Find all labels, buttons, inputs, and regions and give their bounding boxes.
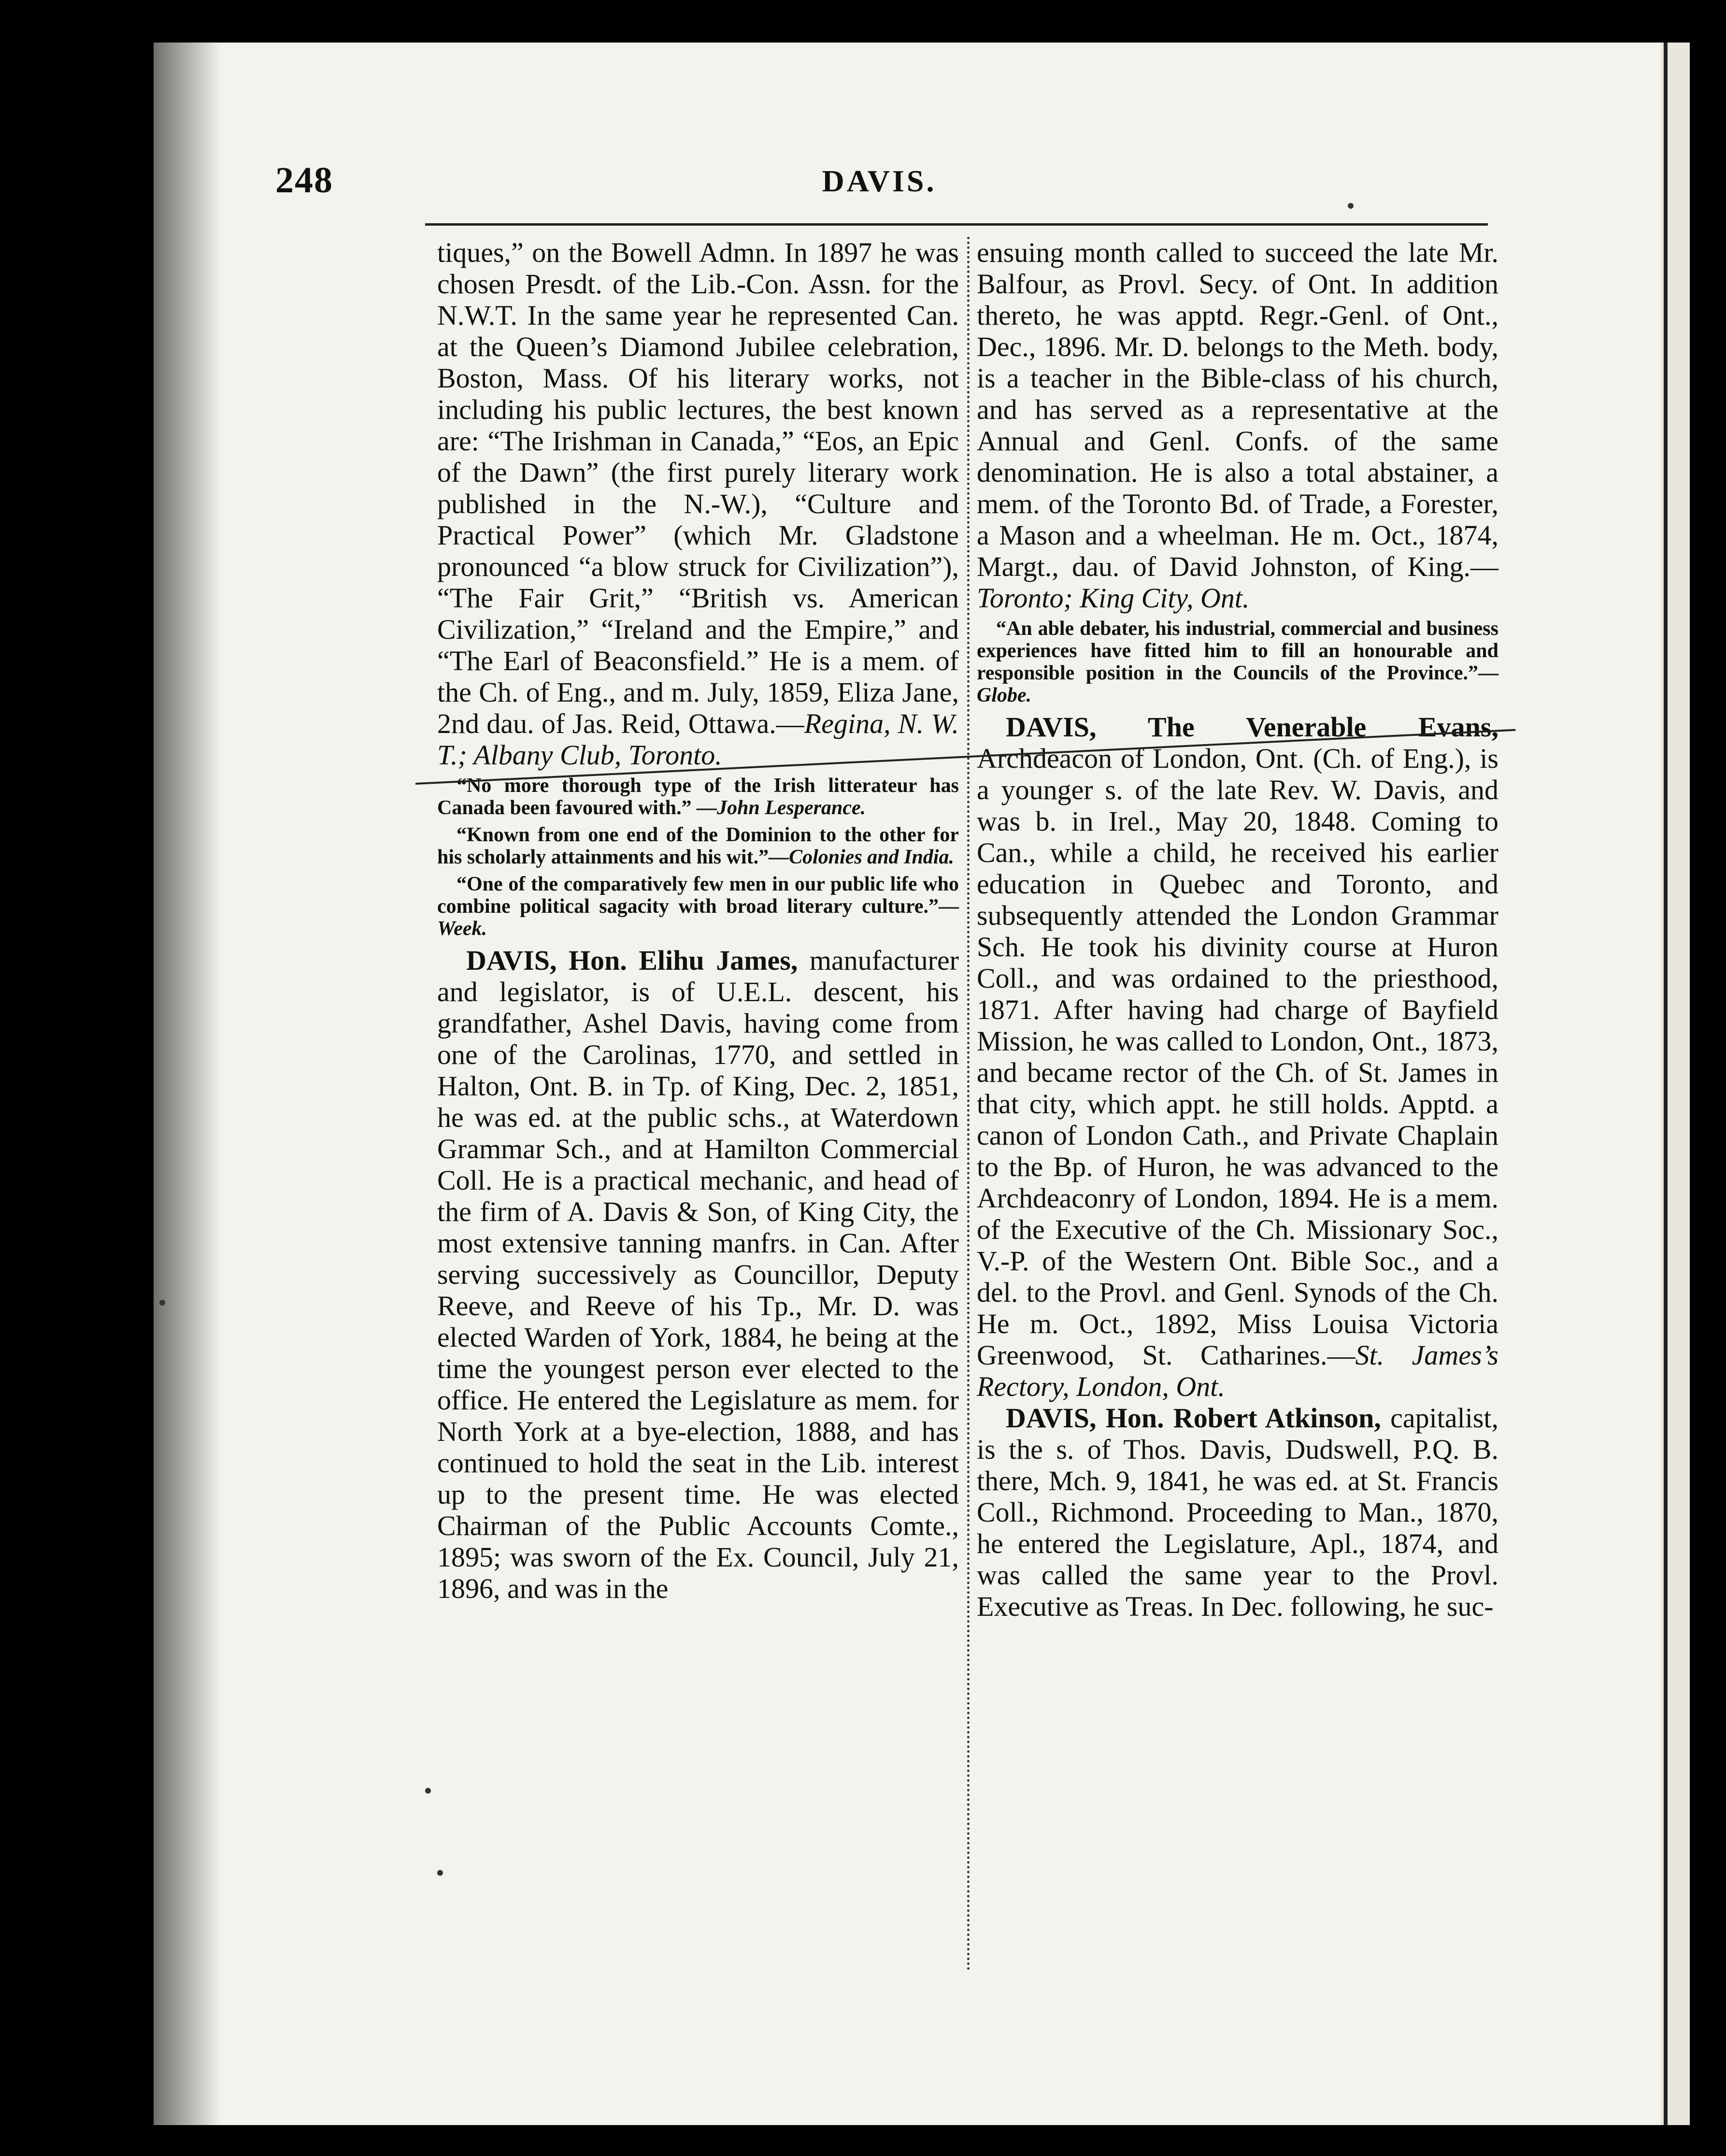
press-quote — [437, 824, 959, 868]
entry-text: Archdeacon of London, Ont. (Ch. of Eng.), is a younger s. of the late Rev. W. Davis, and was b. in Irel., May 20, 1848. Coming to Can., while a child, he received his earlier education in Quebec and Toronto, and subsequently attended the London Grammar Sch. He took his divinity course at Huron Coll., and was ordained to the priesthood, 1871. After having had charge of Bayfield Mission, he was called to London, Ont., 1873, and became rector of the Ch. of St. James in that city, which appt. he still holds. Apptd. a canon of London Cath., and Private Chaplain to the Bp. of Huron, he was advanced to the Archdeaconry of London, 1894. He is a mem. of the Executive of the Ch. Missionary Soc., V.-P. of the Western Ont. Bible Soc., and a del. to the Provl. and Genl. Synods of the Ch. He m. Oct., 1892, Miss Louisa Victoria Greenwood, St. Catharines.— — [977, 743, 1498, 1371]
quote-text: “No more thorough type of the Irish litterateur has Canada been favoured with.” — [437, 775, 959, 819]
entry-address: Regina, N. W. T.; Albany Club, Toronto. — [437, 708, 959, 771]
quote-source: Globe. — [977, 684, 1032, 706]
entry-heading: DAVIS, The Venerable Evans, — [1006, 711, 1498, 743]
quote-text: “An able debater, his industrial, commercial and business experiences have fitted him to fill an honourable and responsible position in the Councils of the Province.”— — [977, 618, 1498, 684]
speck — [159, 1300, 165, 1306]
right-column — [977, 237, 1498, 1622]
press-quote — [977, 618, 1498, 706]
biography-entry — [977, 1402, 1498, 1622]
entry-text: tiques,” on the Bowell Admn. In 1897 he was chosen Presdt. of the Lib.-Con. Assn. for the N.W.T. In the same year he represented Can. at the Queen’s Diamond Jubilee celebration, Boston, Mass. Of his literary works, not including his public lectures, the best known are: “The Irishman in Canada,” “Eos, an Epic of the Dawn” (the first purely literary work published in the N.-W.), “Culture and Practical Power” (which Mr. Gladstone pronounced “a blow struck for Civilization”), “The Fair Grit,” “British vs. American Civilization,” “Ireland and the Empire,” and “The Earl of Beaconsfield.” He is a mem. of the Ch. of Eng., and m. July, 1859, Eliza Jane, 2nd dau. of Jas. Reid, Ottawa.— — [437, 237, 959, 739]
quote-source: Week. — [437, 918, 487, 940]
page-number: 248 — [275, 160, 333, 201]
quote-source: —John Lesperance. — [697, 797, 866, 819]
quote-text: “Known from one end of the Dominion to the other for his scholarly attainments and his wit.” — [437, 824, 959, 868]
biography-entry — [437, 945, 959, 1604]
entry-text: ensuing month called to succeed the late Mr. Balfour, as Provl. Secy. of Ont. In addition thereto, he was apptd. Regr.-Genl. of Ont., Dec., 1896. Mr. D. belongs to the Meth. body, is a teacher in the Bible-class of his church, and has served as a representative at the Annual and Genl. Confs. of the same denomination. He is also a total abstainer, a mem. of the Toronto Bd. of Trade, a Forester, a Mason and a wheelman. He m. Oct., 1874, Margt., dau. of David Johnston, of King.— — [977, 237, 1498, 582]
entry-address: St. James’s Rectory, London, Ont. — [977, 1339, 1498, 1402]
left-column — [437, 237, 959, 1604]
next-page-edge — [1661, 43, 1690, 2125]
column-separator — [967, 237, 970, 1971]
entry-continuation — [977, 237, 1498, 614]
header-rule — [425, 223, 1488, 226]
entry-text: manufacturer and legislator, is of U.E.L. descent, his grandfather, Ashel Davis, having come from one of the Carolinas, 1770, and settled in Halton, Ont. B. in Tp. of King, Dec. 2, 1851, he was ed. at the public schs., at Waterdown Grammar Sch., and at Hamilton Commercial Coll. He is a practical mechanic, and head of the firm of A. Davis & Son, of King City, the most extensive tanning manfrs. in Can. After serving successively as Councillor, Deputy Reeve, and Reeve of his Tp., Mr. D. was elected Warden of York, 1884, he being at the time the youngest person ever elected to the office. He entered the Legislature as mem. for North York at a bye-election, 1888, and has continued to hold the seat in the Lib. interest up to the present time. He was elected Chairman of the Public Accounts Comte., 1895; was sworn of the Ex. Council, July 21, 1896, and was in the — [437, 945, 959, 1604]
press-quote — [437, 873, 959, 940]
running-head: DAVIS. — [822, 164, 937, 198]
speck — [425, 1788, 431, 1794]
quote-source: —Colonies and India. — [769, 846, 955, 868]
quote-text: “One of the comparatively few men in our public life who combine political sagacity with broad literary culture.”— — [437, 873, 959, 918]
press-quote — [437, 775, 959, 819]
entry-address: Toronto; King City, Ont. — [977, 582, 1250, 614]
speck — [1348, 203, 1354, 209]
biography-entry — [977, 711, 1498, 1402]
entry-heading: DAVIS, Hon. Robert Atkinson, — [1006, 1402, 1381, 1434]
entry-heading: DAVIS, Hon. Elihu James, — [466, 945, 798, 976]
entry-text: capitalist, is the s. of Thos. Davis, Dudswell, P.Q. B. there, Mch. 9, 1841, he was ed. at St. Francis Coll., Richmond. Proceeding to Man., 1870, he entered the Legislature, Apl., 1874, and was called the same year to the Provl. Executive as Treas. In Dec. following, he suc- — [977, 1402, 1499, 1622]
page-header — [275, 159, 1483, 213]
entry-continuation — [437, 237, 959, 771]
speck — [437, 1870, 443, 1876]
